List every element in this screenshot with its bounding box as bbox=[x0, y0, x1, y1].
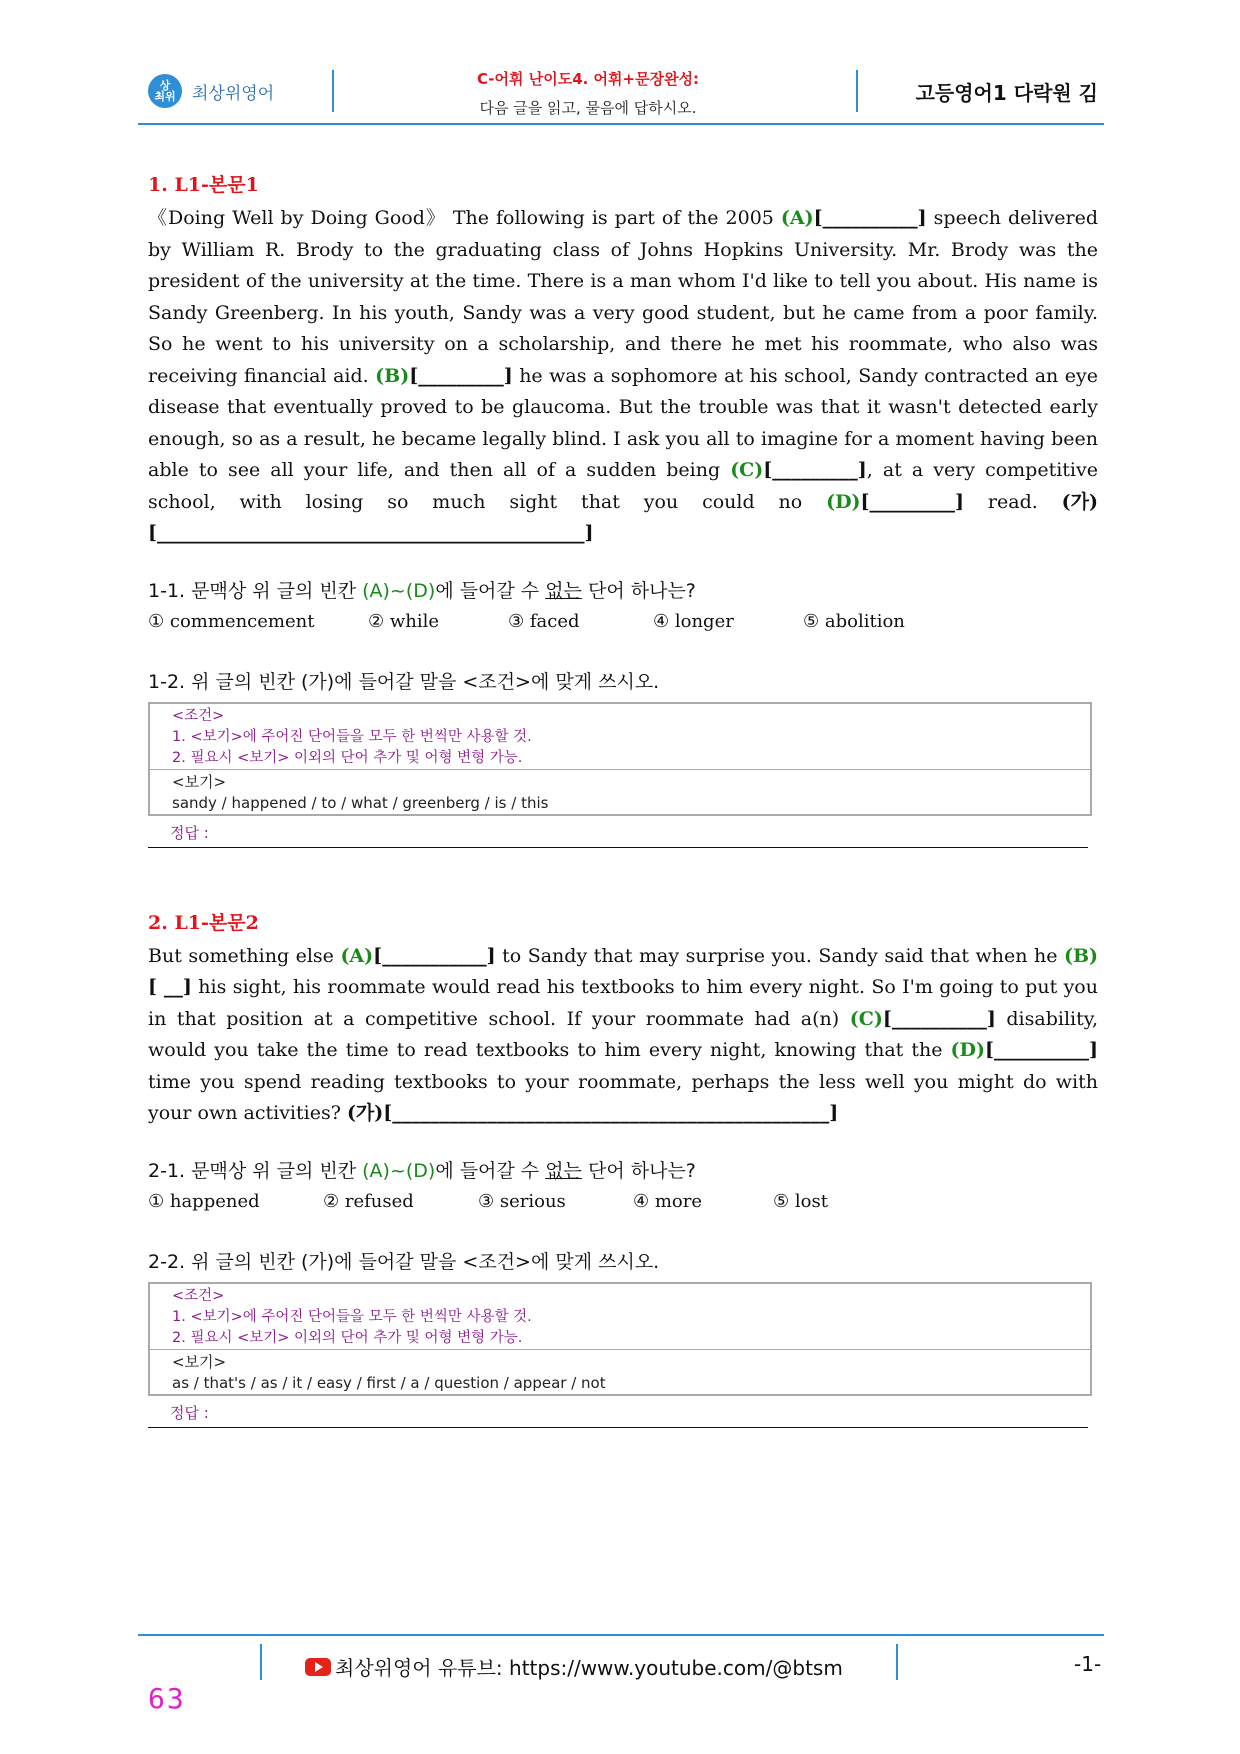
blank-label: (A) bbox=[340, 944, 374, 967]
question-text: 단어 하나는? bbox=[581, 579, 696, 602]
header-divider bbox=[856, 70, 858, 112]
answer-option[interactable]: ⑤ lost bbox=[773, 1190, 828, 1212]
answer-option[interactable]: ② while bbox=[368, 610, 440, 632]
passage-text: read. bbox=[964, 490, 1062, 513]
blank: [__________] bbox=[813, 207, 927, 229]
blank-label: (A) bbox=[780, 207, 814, 229]
answer-option[interactable]: ③ serious bbox=[478, 1190, 566, 1212]
condition-line: 2. 필요시 <보기> 이외의 단어 추가 및 어형 변형 가능. bbox=[172, 1329, 523, 1346]
footer-text: 최상위영어 유튜브: https://www.youtube.com/@btsm bbox=[335, 1656, 843, 1680]
passage bbox=[148, 941, 1098, 1130]
blank: [_________] bbox=[860, 490, 965, 513]
answer-option[interactable]: ④ more bbox=[633, 1190, 703, 1212]
question-section bbox=[148, 170, 1098, 848]
blank-label: (B) bbox=[375, 364, 410, 387]
condition-line: 2. 필요시 <보기> 이외의 단어 추가 및 어형 변형 가능. bbox=[172, 749, 523, 766]
passage bbox=[148, 203, 1098, 550]
page-header bbox=[138, 62, 1104, 124]
section-title: 1. L1-본문1 bbox=[148, 174, 259, 196]
header-rule bbox=[138, 123, 1104, 125]
answer-options bbox=[148, 611, 1098, 637]
question-text: 에 들어갈 수 bbox=[435, 1159, 546, 1182]
condition-box bbox=[148, 702, 1092, 816]
blank: [_________] bbox=[763, 459, 867, 481]
blank: (가)[_____________________________________________] bbox=[148, 490, 1098, 544]
answer-option[interactable]: ① commencement bbox=[148, 610, 315, 632]
question-emphasis: 없는 bbox=[545, 1159, 582, 1182]
blank: [___________] bbox=[373, 944, 496, 967]
brand-name: 최상위영어 bbox=[192, 83, 275, 104]
condition-line: <조건> bbox=[172, 707, 225, 724]
word-bank bbox=[150, 770, 1090, 814]
page-indicator: -1- bbox=[1074, 1652, 1102, 1676]
answer-options bbox=[148, 1191, 1098, 1217]
blank: [__________] bbox=[985, 1039, 1098, 1061]
header-course: 고등영어1 다락원 김 bbox=[915, 81, 1098, 105]
blank: [__________] bbox=[882, 1007, 996, 1030]
blank-range: (A)~(D) bbox=[362, 1159, 436, 1182]
blank: [_________] bbox=[409, 364, 513, 387]
passage-text: But something else bbox=[148, 944, 341, 967]
header-title-line1: C-어휘 난이도4. 어휘+문장완성: bbox=[476, 70, 700, 88]
word-bank-line: sandy / happened / to / what / greenberg / is / this bbox=[172, 793, 549, 812]
question-section bbox=[148, 908, 1098, 1428]
word-bank bbox=[150, 1350, 1090, 1394]
question-text: 에 들어갈 수 bbox=[435, 579, 546, 602]
condition-box bbox=[148, 1282, 1092, 1396]
footer-divider bbox=[896, 1644, 898, 1680]
passage-text: he was a sophomore at his school, Sandy contracted an eye disease that eventually proved to be glaucoma. But the trouble was that it wasn't detected early enough, so as a result, he became legally blind. I ask you all to imagine for a moment having been able to see all your life, and then all of a sudden being bbox=[148, 364, 1098, 481]
question-emphasis: 없는 bbox=[545, 579, 582, 602]
answer-option[interactable]: ⑤ abolition bbox=[803, 610, 905, 632]
word-bank-line: <보기> bbox=[172, 1352, 227, 1371]
question-text: 2-1. 문맥상 위 글의 빈칸 bbox=[148, 1159, 363, 1182]
blank-label: (C) bbox=[730, 459, 764, 481]
answer-option[interactable]: ② refused bbox=[323, 1190, 414, 1212]
passage-text: his sight, his roommate would read his textbooks to him every night. So I'm going to put you in that position at a competitive school. If your roommate had a(n) bbox=[148, 976, 1098, 1030]
passage-text: speech delivered by William R. Brody to the graduating class of Johns Hopkins University. Mr. Brody was the president of the university at the time. There is a man whom I'd like to tell you about. His name is Sandy Greenberg. In his youth, Sandy was a very good student, but he came from a poor family. So he went to his university on a scholarship, and there he met his roommate, who also was receiving financial aid. bbox=[148, 207, 1098, 387]
answer-field[interactable]: 정답 : bbox=[148, 1396, 1088, 1428]
condition-line: <조건> bbox=[172, 1287, 225, 1304]
question-text: 단어 하나는? bbox=[581, 1159, 696, 1182]
answer-field[interactable]: 정답 : bbox=[148, 816, 1088, 848]
blank-label: (D) bbox=[950, 1039, 986, 1061]
conditions bbox=[150, 1284, 1090, 1350]
blank: (가)[______________________________________________] bbox=[346, 1102, 839, 1124]
worksheet-body bbox=[148, 170, 1098, 1428]
passage-text: 《Doing Well by Doing Good》 The following is part of the 2005 bbox=[148, 207, 781, 229]
blank-label: (B) bbox=[1063, 944, 1098, 967]
footer-rule bbox=[138, 1634, 1104, 1636]
condition-line: 1. <보기>에 주어진 단어들을 모두 한 번씩만 사용할 것. bbox=[172, 1308, 532, 1325]
blank-label: (D) bbox=[826, 490, 861, 513]
footer-divider bbox=[260, 1644, 262, 1680]
passage-text: time you spend reading textbooks to your roommate, perhaps the less well you might do with your own activities? bbox=[148, 1070, 1098, 1124]
brand-logo-icon: 상 최위 bbox=[148, 74, 182, 108]
passage-text: disability, would you take the time to read textbooks to him every night, knowing that the bbox=[148, 1007, 1098, 1061]
answer-option[interactable]: ① happened bbox=[148, 1190, 260, 1212]
blank: [ __] bbox=[148, 976, 192, 998]
header-title-line2: 다음 글을 읽고, 물음에 답하시오. bbox=[479, 99, 697, 117]
brand bbox=[148, 74, 274, 108]
youtube-icon bbox=[305, 1658, 331, 1676]
footer-link[interactable] bbox=[305, 1652, 843, 1681]
blank-label: (C) bbox=[849, 1007, 883, 1030]
question-2: 2-2. 위 글의 빈칸 (가)에 들어갈 말을 <조건>에 맞게 쓰시오. bbox=[148, 1250, 660, 1273]
question-1 bbox=[148, 576, 1098, 603]
question-text: 1-1. 문맥상 위 글의 빈칸 bbox=[148, 579, 363, 602]
question-2: 1-2. 위 글의 빈칸 (가)에 들어갈 말을 <조건>에 맞게 쓰시오. bbox=[148, 670, 660, 693]
answer-option[interactable]: ④ longer bbox=[653, 610, 734, 632]
header-title bbox=[328, 68, 848, 118]
passage-text: to Sandy that may surprise you. Sandy said that when he bbox=[495, 944, 1064, 967]
page-counter: 63 bbox=[148, 1682, 186, 1715]
blank-range: (A)~(D) bbox=[362, 579, 436, 602]
passage-text: , at a very competitive school, with losing so much sight that you could no bbox=[148, 459, 1098, 513]
question-1 bbox=[148, 1156, 1098, 1183]
word-bank-line: as / that's / as / it / easy / first / a / question / appear / not bbox=[172, 1373, 606, 1392]
conditions bbox=[150, 704, 1090, 770]
section-title: 2. L1-본문2 bbox=[148, 911, 259, 934]
answer-option[interactable]: ③ faced bbox=[508, 610, 580, 632]
condition-line: 1. <보기>에 주어진 단어들을 모두 한 번씩만 사용할 것. bbox=[172, 728, 532, 745]
word-bank-line: <보기> bbox=[172, 772, 227, 791]
